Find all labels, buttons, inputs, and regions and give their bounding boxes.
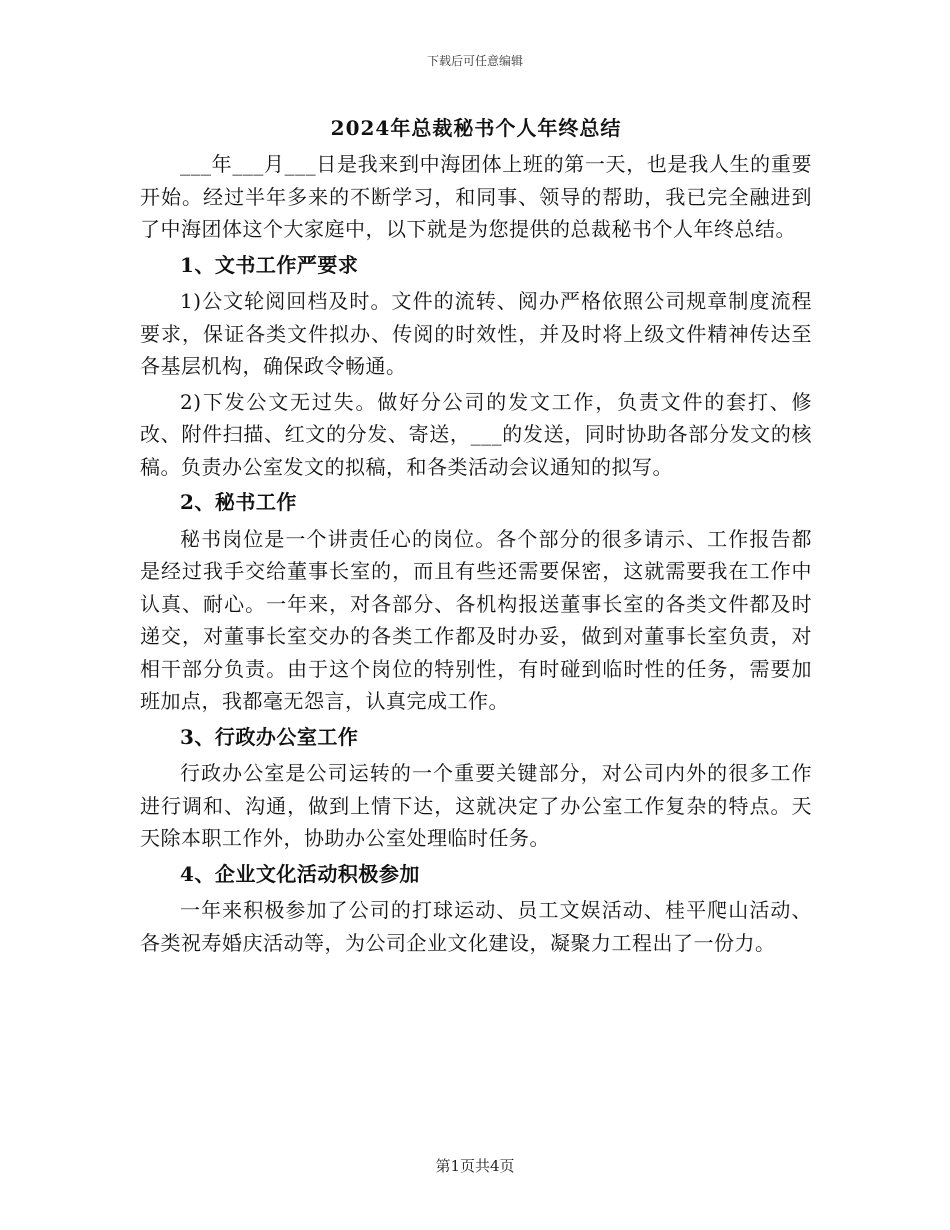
section-paragraph: 秘书岗位是一个讲责任心的岗位。各个部分的很多请示、工作报告都是经过我手交给董事长室的，而且有些还需要保密，这就需要我在工作中认真、耐心。一年来，对各部分、各机构报送董事长室的各类文件都及时递交，对董事长室交办的各类工作都及时办妥，做到对董事长室负责，对相干部分负责。由于这个岗位的特别性，有时碰到临时性的任务，需要加班加点，我都毫无怨言，认真完成工作。 [140,526,812,713]
section-heading: 4、企业文化活动积极参加 [180,861,420,886]
section-paragraph: 1)公文轮阅回档及时。文件的流转、阅办严格依照公司规章制度流程要求，保证各类文件拟办、传阅的时效性，并及时将上级文件精神传达至各基层机构，确保政令畅通。 [140,289,812,378]
section-1 [140,246,812,484]
document-body [140,112,812,959]
document-title: 2024年总裁秘书个人年终总结 [330,116,622,140]
page-header: 下载后可任意编辑 [426,54,523,68]
page-number: 第1页共4页 [435,1157,515,1175]
section-3 [140,718,812,855]
section-paragraph: 2)下发公文无过失。做好分公司的发文工作，负责文件的套打、修改、附件扫描、红文的分发、寄送，___的发送，同时协助各部分发文的核稿。负责办公室发文的拟稿，和各类活动会议通知的拟写。 [140,389,812,479]
section-heading: 3、行政办公室工作 [180,724,359,749]
section-heading: 2、秘书工作 [180,490,297,514]
section-paragraph: 一年来积极参加了公司的打球运动、员工文娱活动、桂平爬山活动、各类祝寿婚庆活动等，为公司企业文化建设，凝聚力工程出了一份力。 [140,898,812,955]
section-2 [140,483,812,718]
section-4 [140,855,812,960]
intro-paragraph: ___年___月___日是我来到中海团体上班的第一天，也是我人生的重要开始。经过半年多来的不断学习，和同事、领导的帮助，我已完全融进到了中海团体这个大家庭中，以下就是为您提供的总裁秘书个人年终总结。 [140,152,812,241]
section-paragraph: 行政办公室是公司运转的一个重要关键部分，对公司内外的很多工作进行调和、沟通，做到上情下达，这就决定了办公室工作复杂的特点。天天除本职工作外，协助办公室处理临时任务。 [140,761,812,850]
section-heading: 1、文书工作严要求 [180,252,359,277]
